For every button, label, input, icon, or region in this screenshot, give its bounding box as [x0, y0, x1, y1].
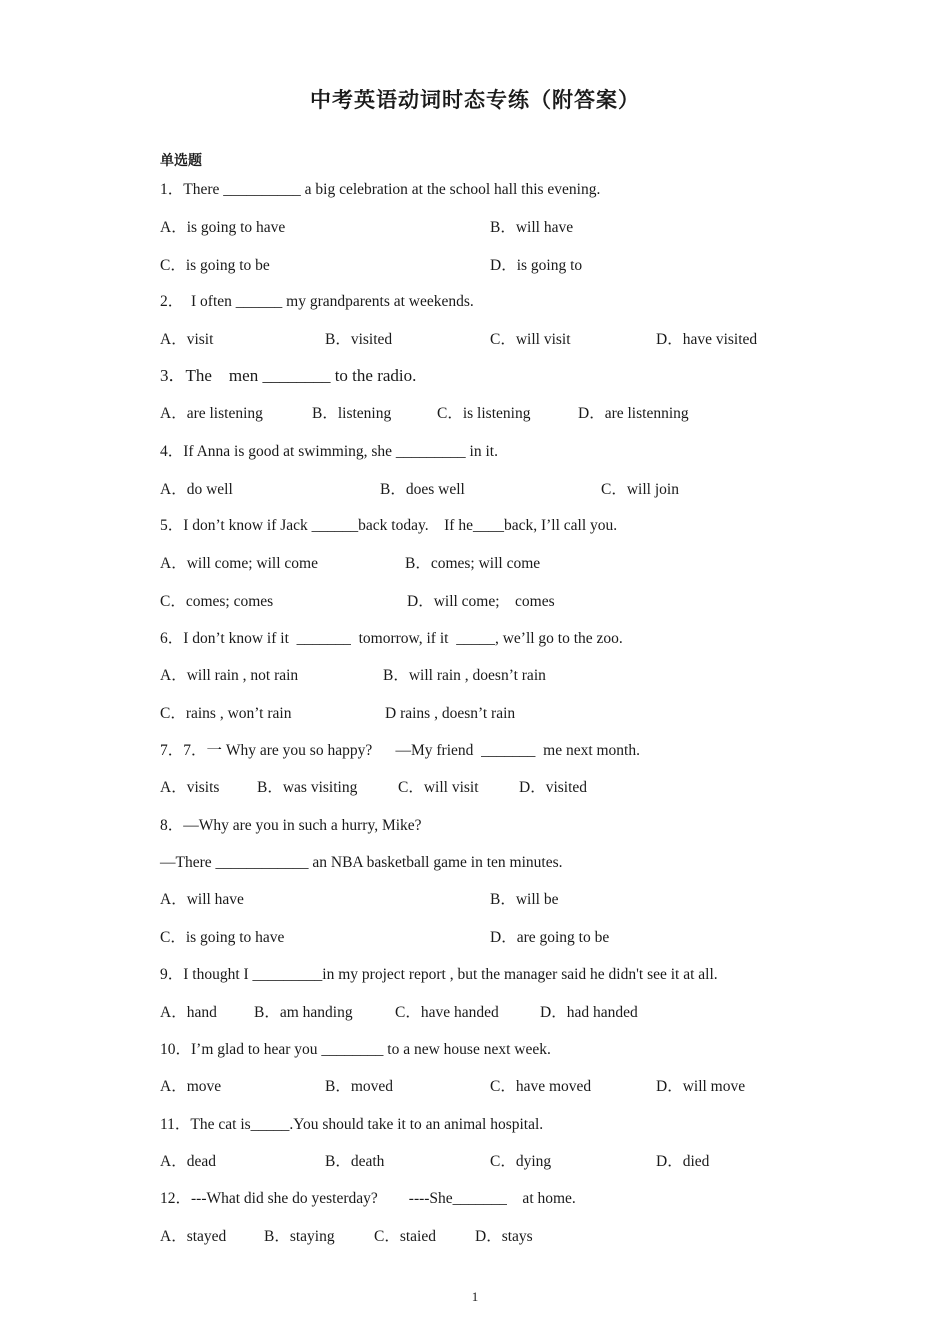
- option-b: B．visited: [325, 331, 393, 348]
- option-b: B．moved: [325, 1078, 394, 1095]
- option-c: C．will join: [601, 481, 679, 498]
- page-number: 1: [471, 1289, 479, 1304]
- question-stem: 8．—Why are you in such a hurry, Mike?: [160, 817, 422, 834]
- option-d: D．is going to: [490, 257, 583, 274]
- question-stem: 1．There __________ a big celebration at the school hall this evening.: [160, 181, 601, 198]
- option-d: D rains , doesn’t rain: [385, 705, 516, 722]
- option-c: C．have moved: [490, 1078, 592, 1095]
- page-title: 中考英语动词时态专练（附答案）: [310, 88, 640, 112]
- option-c: C．is going to be: [160, 257, 270, 274]
- option-d: D．are going to be: [490, 929, 610, 946]
- option-c: C．have handed: [395, 1004, 499, 1021]
- option-c: C．dying: [490, 1153, 552, 1170]
- option-a: A．dead: [160, 1153, 216, 1170]
- option-a: A．hand: [160, 1004, 217, 1021]
- question-stem: 9．I thought I _________in my project report , but the manager said he didn't see it at all.: [160, 966, 718, 983]
- question-stem: 5．I don’t know if Jack ______back today. If he____back, I’ll call you.: [160, 517, 618, 534]
- option-a: A．will come; will come: [160, 555, 318, 572]
- option-a: A．stayed: [160, 1228, 227, 1245]
- option-c: C．is going to have: [160, 929, 285, 946]
- option-b: B．am handing: [254, 1004, 353, 1021]
- option-a: A．do well: [160, 481, 233, 498]
- option-c: C．staied: [374, 1228, 436, 1245]
- option-d: D．will come; comes: [407, 593, 555, 610]
- option-b: B．will be: [490, 891, 559, 908]
- option-a: A．move: [160, 1078, 222, 1095]
- option-a: A．are listening: [160, 405, 263, 422]
- option-c: C．will visit: [490, 331, 571, 348]
- option-a: A．will have: [160, 891, 244, 908]
- question-stem: 7．7．一 Why are you so happy? —My friend _______ me next month.: [160, 742, 640, 759]
- option-a: A．visits: [160, 779, 220, 796]
- option-c: C．rains , won’t rain: [160, 705, 292, 722]
- option-a: A．visit: [160, 331, 214, 348]
- section-heading: 单选题: [160, 153, 202, 169]
- question-stem: 4．If Anna is good at swimming, she _________ in it.: [160, 443, 498, 460]
- option-a: A．will rain , not rain: [160, 667, 299, 684]
- option-b: B．will have: [490, 219, 574, 236]
- option-d: D．died: [656, 1153, 710, 1170]
- option-d: D．will move: [656, 1078, 746, 1095]
- question-stem: 10．I’m glad to hear you ________ to a new house next week.: [160, 1041, 551, 1058]
- option-b: B．staying: [264, 1228, 335, 1245]
- option-b: B．listening: [312, 405, 392, 422]
- question-stem: 12．---What did she do yesterday? ----She_______ at home.: [160, 1190, 576, 1207]
- option-b: B．comes; will come: [405, 555, 541, 572]
- question-stem: 6．I don’t know if it _______ tomorrow, if it _____, we’ll go to the zoo.: [160, 630, 623, 647]
- question-stem: 3．The men ________ to the radio.: [160, 366, 417, 385]
- option-d: D．have visited: [656, 331, 758, 348]
- option-c: C．will visit: [398, 779, 479, 796]
- option-c: C．is listening: [437, 405, 531, 422]
- option-b: B．will rain , doesn’t rain: [383, 667, 546, 684]
- question-stem: 2． I often ______ my grandparents at weekends.: [160, 293, 474, 310]
- option-b: B．does well: [380, 481, 465, 498]
- option-d: D．stays: [475, 1228, 533, 1245]
- option-c: C．comes; comes: [160, 593, 274, 610]
- question-stem: 11．The cat is_____.You should take it to an animal hospital.: [160, 1116, 544, 1133]
- option-d: D．had handed: [540, 1004, 638, 1021]
- question-stem-line-2: —There ____________ an NBA basketball game in ten minutes.: [160, 854, 563, 871]
- option-a: A．is going to have: [160, 219, 286, 236]
- option-d: D．visited: [519, 779, 588, 796]
- option-d: D．are listenning: [578, 405, 689, 422]
- option-b: B．death: [325, 1153, 385, 1170]
- option-b: B．was visiting: [257, 779, 358, 796]
